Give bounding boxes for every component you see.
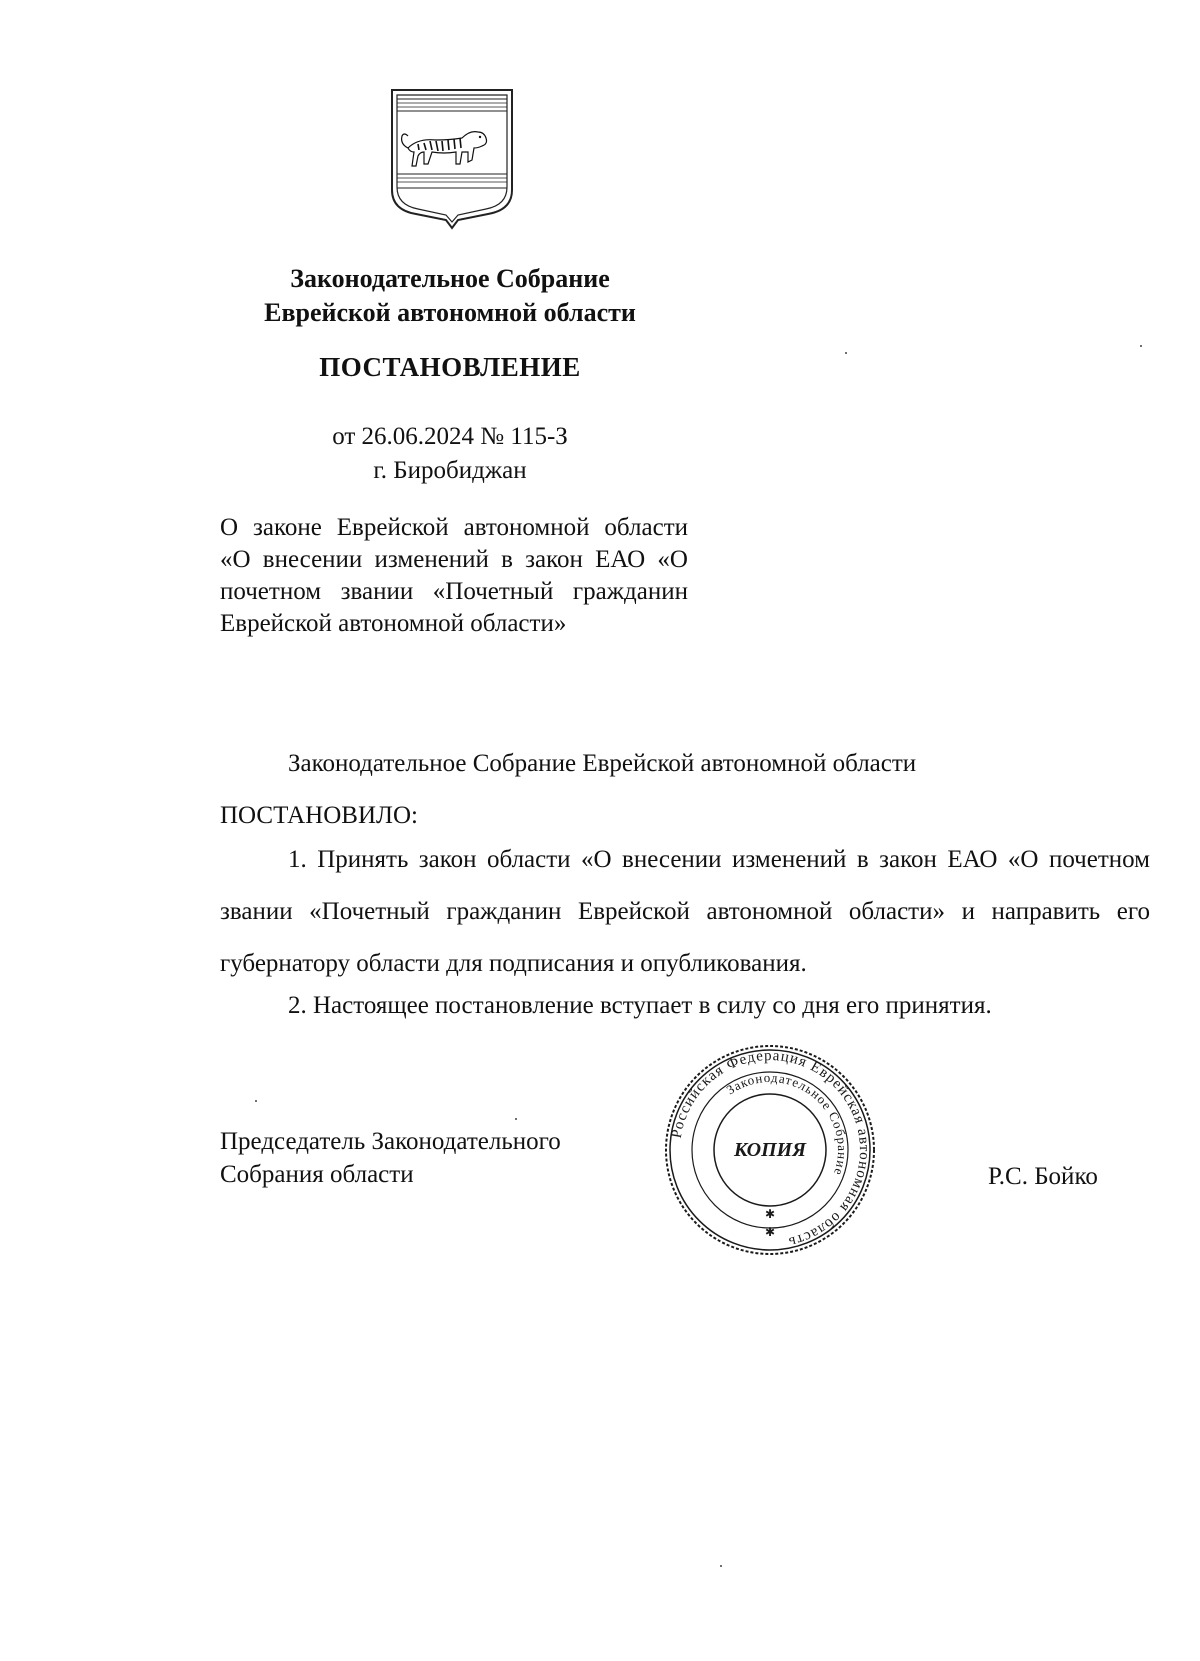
official-stamp	[660, 1040, 880, 1260]
document-date-block	[220, 420, 680, 488]
preamble: Законодательное Собрание Еврейской автономной области	[288, 750, 917, 777]
document-date-number: от 26.06.2024 № 115-З	[332, 423, 568, 450]
organization-name-line2: Еврейской автономной области	[264, 298, 636, 327]
signer-name: Р.С. Бойко	[988, 1163, 1098, 1190]
organization-name	[220, 262, 680, 330]
scan-speck	[515, 1118, 517, 1120]
document-type: ПОСТАНОВЛЕНИЕ	[319, 352, 581, 382]
signer-title-line1: Председатель Законодательного	[220, 1128, 561, 1155]
decree-heading: ПОСТАНОВИЛО:	[220, 802, 418, 829]
signer-title	[220, 1125, 620, 1191]
stamp-inner-text: Законодательное Собрание	[723, 1069, 851, 1178]
decree-item-1: 1. Принять закон области «О внесении изменений в закон ЕАО «О почетном звании «Почетный гражданин Еврейской автономной области» и направить его губернатору области для подписания и опубликования.	[220, 846, 1150, 977]
stamp-star-icon: ✱	[764, 1207, 776, 1221]
document-city: г. Биробиджан	[373, 457, 527, 484]
stamp-center-text: КОПИЯ	[734, 1139, 806, 1161]
scan-speck	[255, 1100, 257, 1102]
stamp-star-icon: ✱	[764, 1225, 776, 1239]
organization-name-line1: Законодательное Собрание	[290, 264, 610, 293]
scan-speck	[845, 352, 847, 354]
scan-speck	[1140, 345, 1142, 347]
document-subject: О законе Еврейской автономной области «О внесении изменений в закон ЕАО «О почетном звании «Почетный гражданин Еврейской автономной области»	[220, 514, 688, 637]
signer-title-line2: Собрания области	[220, 1161, 414, 1188]
stamp-outer-text: Российская Федерация Еврейская автономная область	[668, 1047, 873, 1251]
decree-item-2: 2. Настоящее постановление вступает в силу со дня его принятия.	[288, 992, 992, 1019]
scan-speck	[720, 1565, 722, 1567]
coat-of-arms-tiger-icon	[388, 86, 516, 232]
